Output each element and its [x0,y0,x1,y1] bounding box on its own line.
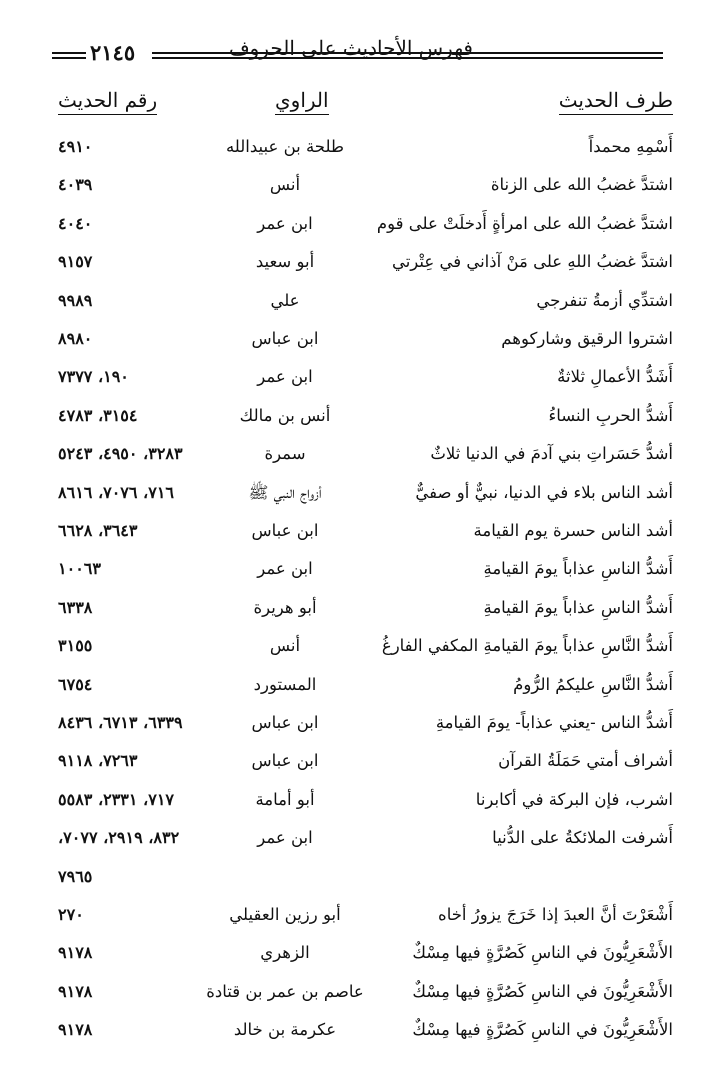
hadith-text: اشتدَّ غضبُ الله على الزناة [490,175,673,195]
hadith-text: أَشدُّ النَّاسِ عذاباً يومَ القيامةِ المكفي الفارغُ [381,636,673,656]
narrator-name: أبو رزين العقيلي [229,905,341,924]
hadith-number: ٨٩٨٠ [58,329,93,348]
hadith-number: ٤٠٤٠ [58,213,93,233]
hadith-text: أشدُّ حَسَراتِ بني آدمَ في الدنيا ثلاثٌ [430,444,673,464]
hadith-number: ٣١٥٤، ٤٧٨٣ [58,405,138,425]
hadith-text: أَسْمِهِ محمداً [588,137,673,156]
hadith-text: اشتدِّي أزمةُ تنفرجي [536,290,673,310]
running-title: فهرس الأحاديث على الحروف [228,36,473,60]
hadith-number: ٧٢٦٣، ٩١١٨ [58,751,138,771]
hadith-number: ٩١٧٨ [58,943,93,963]
hadith-number: ٩١٧٨ [58,981,93,1001]
table-row [0,133,703,169]
table-row [0,747,703,783]
hadith-text: أَشَدُّ الأعمالِ ثلاثةٌ [557,367,673,387]
hadith-text: أَشدُّ النَّاسِ عليكمُ الرُّومُ [513,674,673,694]
hadith-text: أَشرفت الملائكةُ على الدُّنيا [492,828,673,848]
hadith-number: ٧٩٦٥ [58,866,93,886]
table-row [0,479,703,515]
hadith-number: ٣٦٤٣، ٦٦٢٨ [58,521,138,540]
narrator-name: أبو أمامة [255,789,315,809]
hadith-text: أَشدُّ الناس -يعني عذاباً- يومَ القيامةِ [435,713,673,732]
hadith-text: اشتدَّ غضبُ الله على امرأةٍ أَدخلَتْ على قوم [376,213,673,233]
hadith-number: ٢٧٠ [58,905,84,924]
hadith-number: ٩١٥٧ [58,252,93,272]
narrator-name: أبو سعيد [255,252,315,272]
hadith-text: أشد الناس بلاء في الدنيا، نبيٌّ أو صفيٌّ [415,482,673,502]
narrator-name: أنس بن مالك [239,405,331,425]
table-row [0,171,703,207]
table-row [0,824,703,860]
table-row [0,709,703,745]
narrator-name: ابن عمر [257,367,313,387]
column-header-hadith-text: طرف الحديث [559,88,673,115]
narrator-name: عكرمة بن خالد [233,1020,337,1040]
table-row [0,863,703,899]
hadith-text: الأَشْعَرِيُّونَ في الناسِ كَصُرَّةٍ فيها مِسْكٌ [412,1020,673,1040]
narrator-name: ابن عمر [257,559,313,579]
table-row [0,440,703,476]
hadith-text: الأَشْعَرِيُّونَ في الناسِ كَصُرَّةٍ فيها مِسْكٌ [412,943,673,963]
narrator-name: أنس [269,636,301,656]
table-row [0,555,703,591]
narrator-name: ابن عباس [251,713,319,732]
table-row [0,287,703,323]
table-row [0,210,703,246]
narrator-name: أنس [269,175,301,195]
narrator-name: أبو هريرة [253,597,317,617]
page-number: ٢١٤٥ [90,40,136,65]
hadith-text: اشرب، فإن البركة في أكابرنا [475,789,673,809]
hadith-text: اشتدَّ غضبُ اللهِ على مَنْ آذاني في عِتْرتي [391,252,673,272]
narrator-name: طلحة بن عبيدالله [225,137,345,156]
narrator-name: ابن عباس [251,751,319,771]
table-row [0,517,703,553]
table-row [0,1016,703,1052]
hadith-text: أشراف أمتي حَمَلَةُ القرآن [498,751,673,771]
table-row [0,939,703,975]
table-row [0,248,703,284]
hadith-number: ٩١٧٨ [58,1020,93,1040]
hadith-text: أَشدُّ الحربِ النساءُ [548,405,673,425]
hadith-text: الأَشْعَرِيُّونَ في الناسِ كَصُرَّةٍ فيها مِسْكٌ [412,981,673,1001]
hadith-number: ١٠٠٦٣ [58,559,101,579]
table-row [0,901,703,937]
narrator-name: عاصم بن عمر بن قتادة [206,981,364,1001]
hadith-number: ٣٢٨٣، ٤٩٥٠، ٥٢٤٣ [58,444,183,464]
hadith-number: ٧١٧، ٢٣٣١، ٥٥٨٣ [58,789,174,809]
narrator-name: الزهري [260,943,310,963]
hadith-number: ٦٣٣٩، ٦٧١٣، ٨٤٣٦ [58,713,183,732]
table-row [0,632,703,668]
table-row [0,363,703,399]
hadith-number: ٧١٦، ٧٠٧٦، ٨٦١٦ [58,482,174,502]
table-row [0,594,703,630]
hadith-number: ٤٠٣٩ [58,175,93,195]
narrator-name: ابن عباس [251,521,319,540]
hadith-number: ٣١٥٥ [58,636,93,656]
column-header-narrator: الراوي [275,88,329,115]
hadith-text: أَشدُّ الناسِ عذاباً يومَ القيامةِ [483,597,673,617]
table-row [0,671,703,707]
table-row [0,402,703,438]
hadith-number: ٦٧٥٤ [58,674,93,694]
column-header-hadith-number: رقم الحديث [58,88,157,115]
hadith-number: ١٩٠، ٧٣٧٧ [58,367,129,387]
hadith-number: ٩٩٨٩ [58,290,93,310]
table-row [0,786,703,822]
table-row [0,978,703,1014]
narrator-name: المستورد [253,674,317,694]
narrator-name: أزواج النبي ﷺ [248,482,322,502]
table-row [0,325,703,361]
narrator-name: علي [270,290,300,310]
hadith-number: ٨٣٢، ٢٩١٩، ٧٠٧٧، [58,828,180,848]
hadith-text: أشد الناس حسرة يوم القيامة [473,521,673,540]
narrator-name: ابن عمر [257,213,313,233]
hadith-text: أَشْعَرْتَ أنَّ العبدَ إذا خَرَجَ يزورُ أخاه [438,905,673,924]
narrator-name: ابن عباس [251,329,319,348]
hadith-number: ٤٩١٠ [58,137,93,156]
narrator-name: ابن عمر [257,828,313,848]
hadith-text: أَشدُّ الناسِ عذاباً يومَ القيامةِ [483,559,673,579]
narrator-name: سمرة [264,444,306,464]
hadith-text: اشتروا الرقيق وشاركوهم [501,329,673,348]
hadith-number: ٦٣٣٨ [58,597,93,617]
